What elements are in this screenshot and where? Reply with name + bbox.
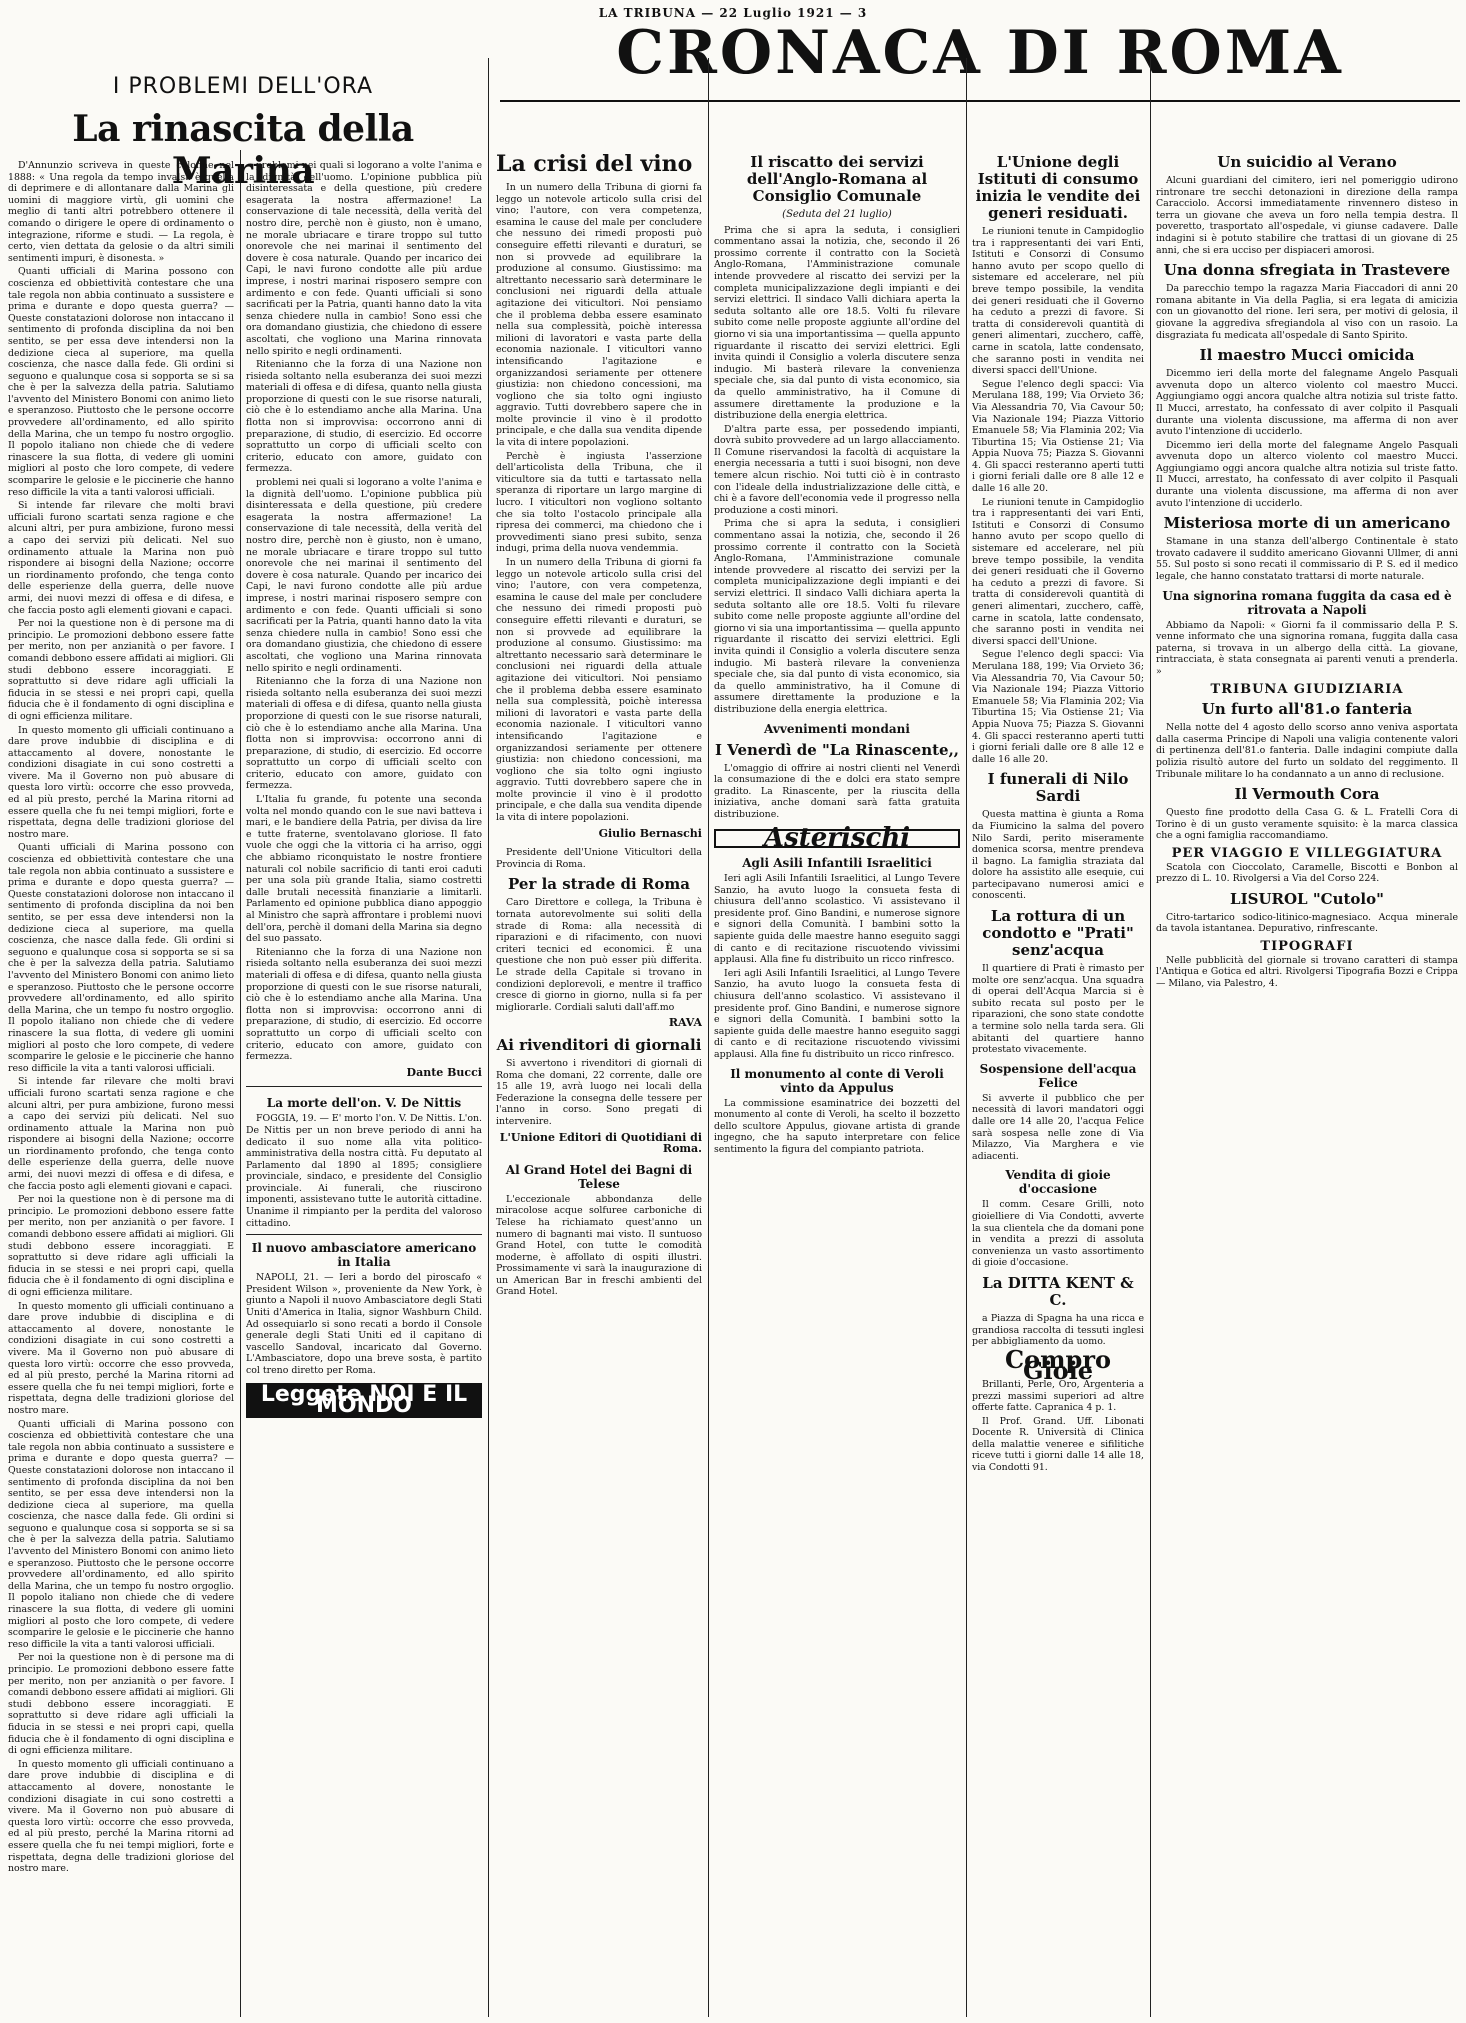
column-1 xyxy=(8,160,234,2023)
author-signature: Dante Bucci xyxy=(406,1065,482,1079)
acqua-felice-text: Si avverte il pubblico che per necessità di lavori mandatori oggi dalle ore 14 alle 20, l'acqua Felice sarà sospesa nelle zone di Via Milazzo, Via Marghera e vie adiacenti. xyxy=(972,1092,1144,1162)
article-paragraph: Quanti ufficiali di Marina possono con coscienza ed obbiettività contestare che una tale regola non abbia continuato a sussistere e prima e durante e dopo questa guerra? — Queste constatazioni dolorose non intaccano il sentimento di profonda disciplina da noi ben sentito, se per essa deve intendersi non la dedizione cieca al superiore, ma quella coscienza, che nasce dalla fede. Gli ordini si seguono e qualunque cosa si sopporta se si sa che è per la salvezza della patria. Salutiamo l'avvento del Ministero Bonomi con animo lieto e speranzoso. Piuttosto che le persone occorre provvedere all'ordinamento, ed allo spirito della Marina, che un tempo fu nostro orgoglio. Il popolo italiano non chiede che di vedere rinascere la sua flotta, di vedere gli uomini migliori al posto che loro compete, di vedere scomparire le gelosie e le piccinerie che hanno reso difficile la vita a tanti valorosi ufficiali. xyxy=(8,1418,234,1650)
kent-text: a Piazza di Spagna ha una ricca e grandiosa raccolta di tessuti inglesi per abbigliamento da uomo. xyxy=(972,1312,1144,1348)
page-running-header: LA TRIBUNA — 22 Luglio 1921 — 3 xyxy=(598,6,868,20)
mucci-headline: Il maestro Mucci omicida xyxy=(1199,346,1415,365)
obituary-text: FOGGIA, 19. — E' morto l'on. V. De Nittis. L'on. De Nittis per un non breve periodo di anni ha dedicato il suo nome alla vita politico-amministrativa della nostra città. Fu deputato al Parlamento dal 1890 al 1895; consigliere provinciale, sindaco, e presidente del Consiglio provinciale. Ai funerali, che riuscirono imponenti, assistevano tutte le autorità cittadine. Unanime il rimpianto per la perdita del valoroso cittadino. xyxy=(246,1113,482,1229)
viaggio-heading: PER VIAGGIO E VILLEGGIATURA xyxy=(1171,845,1443,861)
mucci-text: Dicemmo ieri della morte del falegname Angelo Pasquali avvenuta dopo un alterco violento col maestro Mucci. Aggiungiamo oggi ancora qualche altra notizia sul triste fatto. Il Mucci, arrestato, ha confessato di aver colpito il Pasquali durante una violenta discussione, ma afferma di non aver avuto l'intenzione di ucciderlo. xyxy=(1156,439,1458,509)
author-role: Presidente dell'Unione Viticultori della Provincia di Roma. xyxy=(496,847,702,870)
article-paragraph: Segue l'elenco degli spacci: Via Merulana 188, 199; Via Orvieto 36; Via Alessandria 70, Via Cavour 50; Via Nazionale 194; Piazza Vittorio Emanuele 58; Via Flaminia 202; Via Tiburtina 15; Via Ostiense 21; Via Appia Nuova 75; Piazza S. Giovanni 4. Gli spacci resteranno aperti tutti i giorni feriali dalle ore 8 alle 12 e dalle 16 alle 20. xyxy=(972,378,1144,495)
furto-text: Nella notte del 4 agosto dello scorso anno veniva asportata dalla caserma Principe di Napoli una valigia contenente valori di pertinenza dell'81.o fanteria. Dalle indagini compiute dalla polizia risultò autore del furto un soldato del reggimento. Il Tribunale militare lo ha condannato a un anno di reclusione. xyxy=(1156,722,1458,780)
vendita-gioie-text: Il comm. Cesare Grilli, noto gioielliere di Via Condotti, avverte la sua clientela che da domani pone in vendita a prezzi di assoluta convenienza un vasto assortimento di gioie d'occasione. xyxy=(972,1199,1144,1269)
funerali-text: Questa mattina è giunta a Roma da Fiumicino la salma del povero Nilo Sardi, perito miseramente domenica scorsa, mentre prendeva il bagno. La famiglia straziata dal dolore ha assistito alle esequie, cui partecipavano numerosi amici e conoscenti. xyxy=(972,809,1144,902)
lisurol-headline: LISUROL "Cutolo" xyxy=(1230,889,1384,908)
monumento-headline: Il monumento al conte di Veroli vinto da Appulus xyxy=(730,1066,944,1095)
article-headline-consumo: L'Unione degli Istituti di consumo inizia le vendite dei generi residuati. xyxy=(975,153,1141,222)
mucci-text: Dicemmo ieri della morte del falegname Angelo Pasquali avvenuta dopo un alterco violento col maestro Mucci. Aggiungiamo oggi ancora qualche altra notizia sul triste fatto. Il Mucci, arrestato, ha confessato di aver colpito il Pasquali durante una violenta discussione, ma afferma di non aver avuto l'intenzione di ucciderlo. xyxy=(1156,368,1458,438)
funerali-headline: I funerali di Nilo Sardi xyxy=(987,770,1129,806)
article-headline-vino: La crisi del vino xyxy=(496,151,693,177)
asili-headline: Agli Asili Infantili Israelitici xyxy=(742,856,932,871)
article-paragraph: problemi nei quali si logorano a volte l'anima e la dignità dell'uomo. L'opinione pubblica più disinteressata e della questione, più credere esagerata la nostra affermazione! La conservazione di tale necessità, della verità del nostro dire, perchè non è giusto, non è umano, ne morale ubriacare e tirare troppo sul tutto onorevole che nei marinai il sentimento del dovere è cosa naturale. Quando per incarico dei Capi, le navi furono condotte alle più ardue imprese, i nostri marinai risposero sempre con ardimento e con fede. Quanti ufficiali si sono sacrificati per la Patria, quanti hanno dato la vita senza chiedere nulla in cambio! Sono essi che ora domandano giustizia, che chiedono di essere ascoltati, che vogliono una Marina rinnovata nello spirito e negli ordinamenti. xyxy=(246,477,482,674)
trastevere-headline: Una donna sfregiata in Trastevere xyxy=(1163,261,1451,280)
article-paragraph: In questo momento gli ufficiali continuano a dare prove indubbie di disciplina e di attaccamento al dovere, nonostante le condizioni disagiate in cui sono costretti a vivere. Ma il Governo non può abusare di questa loro virtù: occorre che esso provveda, ed al più presto, perché la Marina ritorni ad essere quella che fu nei tempi migliori, forte e rispettata, degna delle tradizioni gloriose del nostro mare. xyxy=(8,1758,234,1875)
suicidio-text: Alcuni guardiani del cimitero, ieri nel pomeriggio udirono rintronare tre secchi detonazioni in direzione della rampa Caracciolo. Accorsi immediatamente rinvennero disteso in terra un giovane che aveva un foro nella tempia destra. Il poveretto, trasportato all'ospedale, vi giunse cadavere. Dalle indagini si è potuto stabilire che trattasi di un giovane di 25 anni, che si era ucciso per dispiaceri amorosi. xyxy=(1156,175,1458,256)
kent-headline: La DITTA KENT & C. xyxy=(982,1273,1134,1309)
rivenditori-text: Si avvertono i rivenditori di giornali di Roma che domani, 22 corrente, dalle ore 15 alle 19, avrà luogo nei locali della Federazione la consegna delle tessere per l'anno in corso. Sono pregati di intervenire. xyxy=(496,1057,702,1127)
obituary-headline: La morte dell'on. V. De Nittis xyxy=(266,1096,462,1111)
article-lead: D'Annunzio scriveva in queste colonne nel 1888: « Una regola da tempo invalsa è quella di deprimere e di allontanare dalla Marina gli uomini di maggiore virtù, gli uomini che meglio di tanti altri potrebbero ottenere il comando o dirigere le opere di ordinamento o integrazione, riforme e studi. — La regola, è certo, vien dettata da gelosie o da altri simili sentimenti impuri, è disonesta. » xyxy=(8,160,234,264)
column-3 xyxy=(496,148,702,2023)
article-paragraph: Prima che si apra la seduta, i consiglieri commentano assai la notizia, che, secondo il 26 prossimo corrente il contratto con la Società Anglo-Romana, l'Amministrazione comunale intende provvedere al riscatto dei servizi per la completa municipalizzazione degli impianti e dei servizi elettrici. Il sindaco Valli dichiara aperta la seduta soltanto alle ore 18.5. Volti fu rilevare subito come nelle proposte aggiunte all'ordine del giorno vi sia una importantissima — quella appunto riguardante il riscatto dei servizi elettrici. Egli invita quindi il Consiglio a volerla discutere senza indugio. Mi basterà rilevare la convenienza speciale che, sia dal punto di vista economico, sia da quello amministrativo, ha il Comune di assumere direttamente la produzione e la distribuzione della energia elettrica. xyxy=(714,518,960,715)
article-paragraph: In un numero della Tribuna di giorni fa leggo un notevole articolo sulla crisi del vino; l'autore, con vera competenza, esamina le cause del male per concludere che nessuno dei rimedi proposti può conseguire effetti rilevanti e duraturi, se non si provvede ad equilibrare la produzione al consumo. Giustissimo: ma altrettanto necessario sarà determinare le conclusioni nei riguardi della attuale agitazione dei viticultori. Noi pensiamo che il problema debba essere esaminato nella sua complessità, poichè interessa milioni di lavoratori e vasta parte della economia nazionale. I viticultori vanno intensificando l'agitazione e organizzandosi seriamente per ottenere giustizia: non chiedono concessioni, ma vogliono che sia tolto ogni ingiusto aggravio. Tutti dovrebbero sapere che in molte provincie il vino è il prodotto principale, e che dalla sua vendita dipende la vita di intere popolazioni. xyxy=(496,557,702,824)
compro-gioie-text: Brillanti, Perle, Oro, Argenteria a prezzi massimi superiori ad altre offerte fatte. Capranica 4 p. 1. xyxy=(972,1378,1144,1414)
article-paragraph: Ritenianno che la forza di una Nazione non risieda soltanto nella esuberanza dei suoi mezzi materiali di offesa e di difesa, quanto nella giusta proporzione di questi con le sue risorse naturali, ciò che è lo estendiamo anche alla Marina. Una flotta non si improvvisa: occorrono anni di preparazione, di studio, di esercizio. Ed occorre soprattutto un corpo di ufficiali scelto con criterio, educato con amore, guidato con fermezza. xyxy=(246,946,482,1063)
strade-text: Caro Direttore e collega, la Tribuna è tornata autorevolmente sui soliti della strade di Roma: alla necessità di riparazioni e di rifacimento, con nuovi criteri tecnici ed economici. È una questione che non può esser più differita. Le strade della Capitale si trovano in condizioni deplorevoli, e mentre il traffico cresce di giorno in giorno, nulla si fa per migliorarle. Cordiali saluti dall'aff.mo xyxy=(496,897,702,1013)
article-paragraph: Le riunioni tenute in Campidoglio tra i rappresentanti dei vari Enti, Istituti e Consorzi di Consumo hanno avuto per scopo quello di sistemare ed accelerare, nel più breve tempo possibile, la vendita dei generi residuati che il Governo ha ceduto a prezzi di favore. Si tratta di considerevoli quantità di generi alimentari, zucchero, caffè, carne in scatola, latte condensato, che saranno posti in vendita nei diversi spacci dell'Unione. xyxy=(972,496,1144,647)
tipografi-heading: TIPOGRAFI xyxy=(1260,938,1354,954)
suicidio-headline: Un suicidio al Verano xyxy=(1217,153,1397,171)
column-rule-1 xyxy=(488,58,489,2017)
article-paragraph: Si intende far rilevare che molti bravi ufficiali furono scartati senza ragione e che alcuni altri, per pura ambizione, furono messi a capo dei servizi più delicati. Nel suo ordinamento attuale la Marina non può rispondere ai bisogni della Nazione; occorre un riordinamento profondo, che tenga conto delle esperienze della guerra, delle nuove armi, dei nuovi mezzi di offesa e di difesa, e che faccia posto agli elementi giovani e capaci. xyxy=(8,500,234,616)
session-subtitle: (Seduta del 21 luglio) xyxy=(782,209,892,220)
column-5 xyxy=(972,148,1144,2023)
article-paragraph: Prima che si apra la seduta, i consiglieri commentano assai la notizia, che, secondo il 26 prossimo corrente il contratto con la Società Anglo-Romana, l'Amministrazione comunale intende provvedere al riscatto dei servizi per la completa municipalizzazione degli impianti e dei servizi elettrici. Il sindaco Valli dichiara aperta la seduta soltanto alle ore 18.5. Volti fu rilevare subito come nelle proposte aggiunte all'ordine del giorno vi sia una importantissima — quella appunto riguardante il riscatto dei servizi elettrici. Egli invita quindi il Consiglio a volerla discutere senza indugio. Mi basterà rilevare la convenienza speciale che, sia dal punto di vista economico, sia da quello amministrativo, ha il Comune di assumere direttamente la produzione e la distribuzione della energia elettrica. xyxy=(714,224,960,422)
masthead-rule xyxy=(500,100,1460,102)
article-paragraph: Per noi la questione non è di persone ma di principio. Le promozioni debbono essere fatte per merito, non per anzianità o per favore. I comandi debbono essere affidati ai migliori. Gli studi debbono essere incoraggiati. E soprattutto si deve ridare agli ufficiali la fiducia in se stessi e nei propri capi, quella fiducia che è il fondamento di ogni disciplina e di ogni efficienza militare. xyxy=(8,1652,234,1757)
column-rule-4 xyxy=(1150,58,1151,2017)
article-paragraph: In un numero della Tribuna di giorni fa leggo un notevole articolo sulla crisi del vino; l'autore, con vera competenza, esamina le cause del male per concludere che nessuno dei rimedi proposti può conseguire effetti rilevanti e duraturi, se non si provvede ad equilibrare la produzione al consumo. Giustissimo: ma altrettanto necessario sarà determinare le conclusioni nei riguardi della attuale agitazione dei viticultori. Noi pensiamo che il problema debba essere esaminato nella sua complessità, poichè interessa milioni di lavoratori e vasta parte della economia nazionale. I viticultori vanno intensificando l'agitazione e organizzandosi seriamente per ottenere giustizia: non chiedono concessioni, ma vogliono che sia tolto ogni ingiusto aggravio. Tutti dovrebbero sapere che in molte provincie il vino è il prodotto principale, e che dalla sua vendita dipende la vita di intere popolazioni. xyxy=(496,182,702,449)
column-rule-2 xyxy=(708,58,709,2017)
rivenditori-headline: Ai rivenditori di giornali xyxy=(496,1035,702,1054)
advert-noi-e-il-mondo: Leggete NOI E IL MONDO xyxy=(246,1383,482,1418)
acqua-felice-headline: Sospensione dell'acqua Felice xyxy=(979,1061,1137,1090)
monumento-text: La commissione esaminatrice dei bozzetti del monumento al conte di Veroli, ha scelto il bozzetto dello scultore Appulus, giovane artista di grande ingegno, che ha saputo interpretare con felice sentimento la figura del compianto patriota. xyxy=(714,1097,960,1155)
article-headline-anglo-romana: Il riscatto dei servizi dell'Anglo-Romana al Consiglio Comunale xyxy=(746,153,928,205)
avvenimenti-heading: Avvenimenti mondani xyxy=(764,721,910,736)
signorina-text: Abbiamo da Napoli: « Giorni fa il commissario della P. S. venne informato che una signorina romana, fuggita dalla casa paterna, si trovava in un albergo della città. La giovane, rintracciata, è stata consegnata ai parenti venuti a prenderla. » xyxy=(1156,619,1458,677)
strade-headline: Per la strade di Roma xyxy=(508,875,690,894)
americano-headline: Misteriosa morte di un americano xyxy=(1163,514,1451,533)
section-masthead: CRONACA DI ROMA xyxy=(616,18,1344,88)
section-heading: I PROBLEMI DELL'ORA xyxy=(112,74,374,99)
signorina-headline: Una signorina romana fuggita da casa ed è ritrovata a Napoli xyxy=(1162,588,1452,617)
viaggio-text: Scatola con Cioccolato, Caramelle, Biscotti e Bonbon al prezzo di L. 10. Rivolgersi a Via del Corso 224. xyxy=(1156,861,1458,885)
article-paragraph: problemi nei quali si logorano a volte l'anima e la dignità dell'uomo. L'opinione pubblica più disinteressata e della questione, più credere esagerata la nostra affermazione! La conservazione di tale necessità, della verità del nostro dire, perchè non è giusto, non è umano, ne morale ubriacare e tirare troppo sul tutto onorevole che nei marinai il sentimento del dovere è cosa naturale. Quando per incarico dei Capi, le navi furono condotte alle più ardue imprese, i nostri marinai risposero sempre con ardimento e con fede. Quanti ufficiali si sono sacrificati per la Patria, quanti hanno dato la vita senza chiedere nulla in cambio! Sono essi che ora domandano giustizia, che chiedono di essere ascoltati, che vogliono una Marina rinnovata nello spirito e negli ordinamenti. xyxy=(246,160,482,357)
column-4 xyxy=(714,148,960,2023)
americano-text: Stamane in una stanza dell'albergo Continentale è stato trovato cadavere il suddito americano Giovanni Ullmer, di anni 55. Sul posto si sono recati il commissario di P. S. ed il medico legale, che hanno constatato trattarsi di morte naturale. xyxy=(1156,536,1458,583)
column-rule-3 xyxy=(966,58,967,2017)
asili-text: Ieri agli Asili Infantili Israelitici, al Lungo Tevere Sanzio, ha avuto luogo la consueta festa di chiusura dell'anno scolastico. Vi assistevano il presidente prof. Gino Bandini, e numerose signore e signori della Comunità. I bambini sotto la sapiente guida delle maestre hanno eseguito saggi di canto e di recitazione riscuotendo vivissimi applausi. Alla fine fu distribuito un ricco rinfresco. xyxy=(714,967,960,1060)
article-paragraph: Ritenianno che la forza di una Nazione non risieda soltanto nella esuberanza dei suoi mezzi materiali di offesa e di difesa, quanto nella giusta proporzione di questi con le sue risorse naturali, ciò che è lo estendiamo anche alla Marina. Una flotta non si improvvisa: occorrono anni di preparazione, di studio, di esercizio. Ed occorre soprattutto un corpo di ufficiali scelto con criterio, educato con amore, guidato con fermezza. xyxy=(246,676,482,792)
hotel-text: L'eccezionale abbondanza delle miracolose acque solfuree carboniche di Telese ha richiamato quest'anno un numero di bagnanti mai visto. Il suntuoso Grand Hotel, con tutte le comodità moderne, è affollato di ospiti illustri. Prossimamente vi sarà la inaugurazione di un American Bar in freschi ambienti del Grand Hotel. xyxy=(496,1193,702,1298)
lisurol-text: Citro-tartarico sodico-litinico-magnesiaco. Acqua minerale da tavola istantanea. Depurativo, rinfrescante. xyxy=(1156,911,1458,935)
tribuna-giudiziaria-heading: TRIBUNA GIUDIZIARIA xyxy=(1210,681,1404,697)
article-headline-marina: La rinascita della Marina xyxy=(72,108,414,192)
article-paragraph: Perchè è ingiusta l'asserzione dell'articolista della Tribuna, che il viticultore sia da tutti e tartassato nella speranza di riportare un largo margine di lucro. I viticultori non vogliono soltanto che sia tolto l'ostacolo principale alla ripresa dei commerci, ma chiedono che i provvedimenti siano presi subito, senza indugi, prima della nuova vendemmia. xyxy=(496,450,702,555)
article-paragraph: D'altra parte essa, per possedendo impianti, dovrà subito provvedere ad un largo allacciamento. Il Comune riservandosi la facoltà di acquistare la energia necessaria a tutti i suoi bisogni, non deve temere alcun rischio. Noi tutti ciò è in contrasto con l'ideale della industrializzazione delle città, e chi è a favore dell'economia vede il progresso nella produzione a costi minori. xyxy=(714,423,960,516)
asili-text: Ieri agli Asili Infantili Israelitici, al Lungo Tevere Sanzio, ha avuto luogo la consueta festa di chiusura dell'anno scolastico. Vi assistevano il presidente prof. Gino Bandini, e numerose signore e signori della Comunità. I bambini sotto la sapiente guida delle maestre hanno eseguito saggi di canto e di recitazione riscuotendo vivissimi applausi. Alla fine fu distribuito un ricco rinfresco. xyxy=(714,873,960,966)
article-paragraph: Quanti ufficiali di Marina possono con coscienza ed obbiettività contestare che una tale regola non abbia continuato a sussistere e prima e durante e dopo questa guerra? — Queste constatazioni dolorose non intaccano il sentimento di profonda disciplina da noi ben sentito, se per essa deve intendersi non la dedizione cieca al superiore, ma quella coscienza, che nasce dalla fede. Gli ordini si seguono e qualunque cosa si sopporta se si sa che è per la salvezza della patria. Salutiamo l'avvento del Ministero Bonomi con animo lieto e speranzoso. Piuttosto che le persone occorre provvedere all'ordinamento, ed allo spirito della Marina, che un tempo fu nostro orgoglio. Il popolo italiano non chiede che di vedere rinascere la sua flotta, di vedere gli uomini migliori al posto che loro compete, di vedere scomparire le gelosie e le piccinerie che hanno reso difficile la vita a tanti valorosi ufficiali. xyxy=(8,842,234,1074)
article-paragraph: Segue l'elenco degli spacci: Via Merulana 188, 199; Via Orvieto 36; Via Alessandria 70, Via Cavour 50; Via Nazionale 194; Piazza Vittorio Emanuele 58; Via Flaminia 202; Via Tiburtina 15; Via Ostiense 21; Via Appia Nuova 75; Piazza S. Giovanni 4. Gli spacci resteranno aperti tutti i giorni feriali dalle ore 8 alle 12 e dalle 16 alle 20. xyxy=(972,649,1144,765)
asterischi-banner: Asterischi xyxy=(714,829,960,849)
article-paragraph: Per noi la questione non è di persone ma di principio. Le promozioni debbono essere fatte per merito, non per anzianità o per favore. I comandi debbono essere affidati ai migliori. Gli studi debbono essere incoraggiati. E soprattutto si deve ridare agli ufficiali la fiducia in se stessi e nei propri capi, quella fiducia che è il fondamento di ogni disciplina e di ogni efficienza militare. xyxy=(8,1194,234,1298)
compro-gioie-headline: Compro Gioie xyxy=(1005,1344,1111,1386)
article-paragraph: Si intende far rilevare che molti bravi ufficiali furono scartati senza ragione e che alcuni altri, per pura ambizione, furono messi a capo dei servizi più delicati. Nel suo ordinamento attuale la Marina non può rispondere ai bisogni della Nazione; occorre un riordinamento profondo, che tenga conto delle esperienze della guerra, delle nuove armi, dei nuovi mezzi di offesa e di difesa, e che faccia posto agli elementi giovani e capaci. xyxy=(8,1076,234,1192)
author-signature: Giulio Bernaschi xyxy=(598,826,702,840)
article-paragraph: Le riunioni tenute in Campidoglio tra i rappresentanti dei vari Enti, Istituti e Consorzi di Consumo hanno avuto per scopo quello di sistemare ed accelerare, nel più breve tempo possibile, la vendita dei generi residuati che il Governo ha ceduto a prezzi di favore. Si tratta di considerevoli quantità di generi alimentari, zucchero, caffè, carne in scatola, latte condensato, che saranno posti in vendita nei diversi spacci dell'Unione. xyxy=(972,226,1144,377)
article-paragraph: Quanti ufficiali di Marina possono con coscienza ed obbiettività contestare che una tale regola non abbia continuato a sussistere e prima e durante e dopo questa guerra? — Queste constatazioni dolorose non intaccano il sentimento di profonda disciplina da noi ben sentito, se per essa deve intendersi non la dedizione cieca al superiore, ma quella coscienza, che nasce dalla fede. Gli ordini si seguono e qualunque cosa si sopporta se si sa che è per la salvezza della patria. Salutiamo l'avvento del Ministero Bonomi con animo lieto e speranzoso. Piuttosto che le persone occorre provvedere all'ordinamento, ed allo spirito della Marina, che un tempo fu nostro orgoglio. Il popolo italiano non chiede che di vedere rinascere la sua flotta, di vedere gli uomini migliori al posto che loro compete, di vedere scomparire le gelosie e le piccinerie che hanno reso difficile la vita a tanti valorosi ufficiali. xyxy=(8,266,234,498)
libonati-text: Il Prof. Grand. Uff. Libonati Docente R. Università di Clinica della malattie veneree e sifilitiche riceve tutti i giorni dalle 14 alle 18, via Condotti 91. xyxy=(972,1415,1144,1474)
furto-headline: Un furto all'81.o fanteria xyxy=(1201,700,1413,719)
strade-signature: RAVA xyxy=(668,1016,702,1030)
trastevere-text: Da parecchio tempo la ragazza Maria Fiaccadori di anni 20 romana abitante in Via della Paglia, si era legata di amicizia con un giovanotto del rione. Ieri sera, per motivi di gelosia, il giovane la aggrediva sfregiandola al viso con un rasoio. La disgraziata fu medicata all'ospedale di Santo Spirito. xyxy=(1156,283,1458,341)
column-6 xyxy=(1156,148,1458,2023)
article-paragraph: Per noi la questione non è di persone ma di principio. Le promozioni debbono essere fatte per merito, non per anzianità o per favore. I comandi debbono essere affidati ai migliori. Gli studi debbono essere incoraggiati. E soprattutto si deve ridare agli ufficiali la fiducia in se stessi e nei propri capi, quella fiducia che è il fondamento di ogni disciplina e di ogni efficienza militare. xyxy=(8,618,234,722)
vermouth-headline: Il Vermouth Cora xyxy=(1234,785,1380,804)
column-rule-0 xyxy=(240,150,241,2017)
condotto-text: Il quartiere di Prati è rimasto per molte ore senz'acqua. Una squadra di operai dell'Acqua Marcia si è subito recata sul posto per le riparazioni, che sono state condotte a termine solo nella tarda sera. Gli abitanti del quartiere hanno protestato vivacemente. xyxy=(972,963,1144,1056)
vendita-gioie-headline: Vendita di gioie d'occasione xyxy=(1005,1168,1111,1197)
article-paragraph: In questo momento gli ufficiali continuano a dare prove indubbie di disciplina e di attaccamento al dovere, nonostante le condizioni disagiate in cui sono costretti a vivere. Ma il Governo non può abusare di questa loro virtù: occorre che esso provveda, ed al più presto, perché la Marina ritorni ad essere quella che fu nei tempi migliori, forte e rispettata, degna delle tradizioni gloriose del nostro mare. xyxy=(8,724,234,840)
article-paragraph: In questo momento gli ufficiali continuano a dare prove indubbie di disciplina e di attaccamento al dovere, nonostante le condizioni disagiate in cui sono costretti a vivere. Ma il Governo non può abusare di questa loro virtù: occorre che esso provveda, ed al più presto, perché la Marina ritorni ad essere quella che fu nei tempi migliori, forte e rispettata, degna delle tradizioni gloriose del nostro mare. xyxy=(8,1300,234,1416)
ambassador-text: NAPOLI, 21. — Ieri a bordo del piroscafo « President Wilson », proveniente da New York, è giunto a Napoli il nuovo Ambasciatore degli Stati Uniti d'America in Italia, signor Washburn Child. Ad ossequiarlo si sono recati a bordo il Console generale degli Stati Uniti ed il capitano di vascello Sandoval, incaricato dal Governo. L'Ambasciatore, dopo una breve sosta, è partito col treno diretto per Roma. xyxy=(246,1272,482,1376)
ambassador-headline: Il nuovo ambasciatore americano in Italia xyxy=(251,1241,477,1270)
venerdi-text: L'omaggio di offrire ai nostri clienti nel Venerdì la consumazione di the e dolci era stato sempre gradito. La Rinascente, per la riuscita della iniziativa, anche domani sarà fatta gratuita distribuzione. xyxy=(714,762,960,820)
rivenditori-signature: L'Unione Editori di Quotidiani di Roma. xyxy=(499,1130,702,1156)
hotel-headline: Al Grand Hotel dei Bagni di Telese xyxy=(505,1162,693,1191)
article-paragraph: L'Italia fu grande, fu potente una seconda volta nel mondo quando con le sue navi batteva i mari, e le bandiere della Patria, per divisa da lire e tutte fraterne, sventolavano gloriose. Il fato vuole che oggi che la vittoria ci ha arriso, oggi che abbiamo riconquistato le nostre frontiere naturali col nobile sacrificio di tanti eroi caduti per una sola più grande Italia, siamo costretti dalle brutali necessità finanziarie a limitarli. Parlamento ed opinione pubblica diano appoggio al Ministro che saprà affrontare i problemi nuovi dell'ora, perchè il domani della Marina sia degno del suo passato. xyxy=(246,794,482,945)
column-2 xyxy=(246,160,482,2023)
article-paragraph: Ritenianno che la forza di una Nazione non risieda soltanto nella esuberanza dei suoi mezzi materiali di offesa e di difesa, quanto nella giusta proporzione di questi con le sue risorse naturali, ciò che è lo estendiamo anche alla Marina. Una flotta non si improvvisa: occorrono anni di preparazione, di studio, di esercizio. Ed occorre soprattutto un corpo di ufficiali scelto con criterio, educato con amore, guidato con fermezza. xyxy=(246,359,482,475)
venerdi-headline: I Venerdì de "La Rinascente,, xyxy=(714,740,960,759)
tipografi-text: Nelle pubblicità del giornale si trovano caratteri di stampa l'Antiqua e Gotica ed altri. Rivolgersi Tipografia Bozzi e Crippa — Milano, via Palestro, 4. xyxy=(1156,954,1458,989)
condotto-headline: La rottura di un condotto e "Prati" senz'acqua xyxy=(982,907,1134,960)
vermouth-text: Questo fine prodotto della Casa G. & L. Fratelli Cora di Torino è di un gusto veramente squisito: è la marca classica che a ogni famiglia raccomandiamo. xyxy=(1156,807,1458,842)
